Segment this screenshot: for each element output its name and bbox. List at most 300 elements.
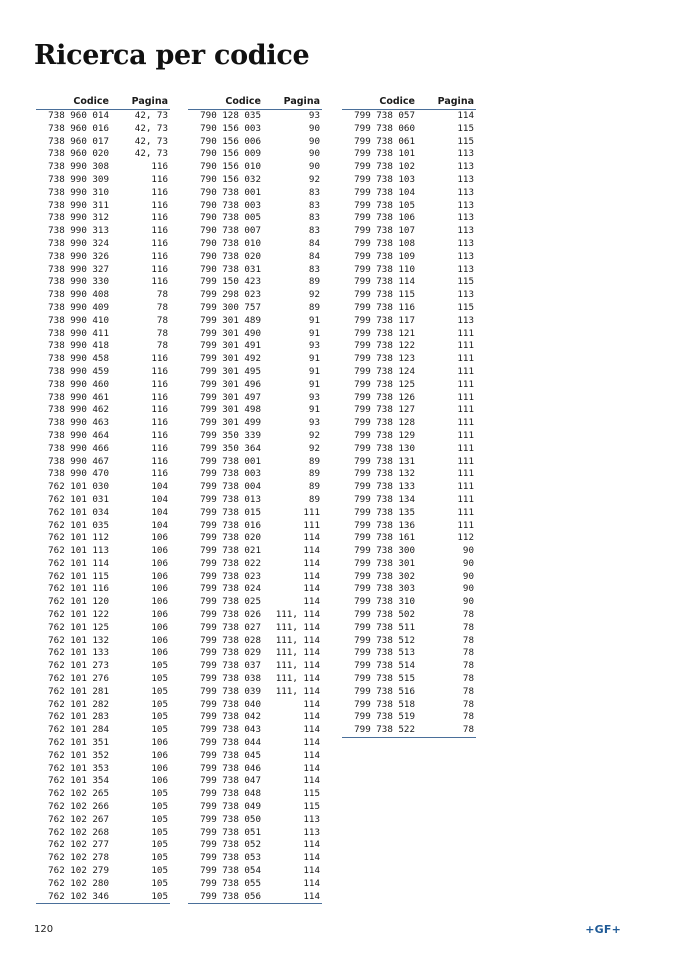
- page-cell: 105: [151, 801, 168, 813]
- code-cell: 799 738 519: [354, 711, 415, 723]
- code-cell: 738 990 330: [48, 276, 109, 288]
- page-cell: 78: [156, 314, 168, 326]
- table-row: [188, 532, 322, 545]
- code-cell: 738 990 418: [48, 340, 109, 352]
- page-cell: 105: [113, 891, 170, 904]
- table-header-row: [188, 94, 322, 110]
- table-row: [36, 891, 170, 904]
- code-cell: 799 738 130: [354, 442, 415, 454]
- code-cell: 799 738 513: [354, 647, 415, 659]
- table-row: [188, 891, 322, 904]
- page-cell: 90: [308, 148, 320, 160]
- table-row: [36, 711, 170, 724]
- page-cell: 116: [151, 404, 168, 416]
- page-cell: 91: [308, 327, 320, 339]
- page-cell: 114: [457, 110, 474, 121]
- code-cell: 762 102 268: [48, 826, 109, 838]
- code-cell: 738 990 466: [48, 442, 109, 454]
- table-row: [188, 788, 322, 801]
- code-cell: 799 738 512: [354, 634, 415, 646]
- table-row: [36, 520, 170, 533]
- index-table-column-2: [188, 94, 322, 904]
- table-row: [188, 571, 322, 584]
- code-cell: 762 101 132: [48, 634, 109, 646]
- table-row: [36, 481, 170, 494]
- code-cell: 790 738 001: [200, 186, 261, 198]
- page-cell: 113: [457, 161, 474, 173]
- page-cell: 92: [308, 442, 320, 454]
- code-cell: 799 350 364: [200, 442, 261, 454]
- page-cell: 114: [303, 839, 320, 851]
- code-cell: 790 156 010: [200, 161, 261, 173]
- code-cell: 762 101 114: [48, 557, 109, 569]
- page-cell: 105: [151, 698, 168, 710]
- page-cell: 114: [265, 891, 322, 904]
- table-row: [342, 251, 476, 264]
- table-row: [188, 635, 322, 648]
- table-row: [188, 456, 322, 469]
- code-cell: 799 738 021: [200, 545, 261, 557]
- page-cell: 42, 73: [134, 110, 168, 121]
- code-cell: 799 738 003: [200, 468, 261, 480]
- code-cell: 762 101 354: [48, 775, 109, 787]
- code-cell: 799 301 490: [200, 327, 261, 339]
- page-cell: 78: [156, 340, 168, 352]
- page-cell: 93: [308, 417, 320, 429]
- page-cell: 89: [308, 481, 320, 493]
- table-row: [36, 660, 170, 673]
- code-cell: 738 990 308: [48, 161, 109, 173]
- code-cell: 738 960 016: [48, 122, 109, 134]
- page-cell: 111: [457, 378, 474, 390]
- table-row: [342, 635, 476, 648]
- code-cell: 799 738 110: [354, 263, 415, 275]
- table-row: [188, 724, 322, 737]
- page-cell: 90: [462, 545, 474, 557]
- table-row: [36, 430, 170, 443]
- page-cell: 111: [457, 327, 474, 339]
- table-row: [36, 200, 170, 213]
- table-row: [342, 494, 476, 507]
- code-cell: 799 738 054: [200, 865, 261, 877]
- table-row: [188, 443, 322, 456]
- page-cell: 114: [303, 570, 320, 582]
- page-cell: 106: [151, 596, 168, 608]
- code-cell: 799 738 126: [354, 391, 415, 403]
- table-row: [342, 110, 476, 123]
- table-row: [342, 200, 476, 213]
- table-header-row: [342, 94, 476, 110]
- page-cell: 115: [303, 801, 320, 813]
- table-row: [342, 264, 476, 277]
- table-row: [188, 251, 322, 264]
- code-cell: 799 738 025: [200, 596, 261, 608]
- table-row: [188, 878, 322, 891]
- code-cell: 762 101 283: [48, 711, 109, 723]
- page-cell: 114: [303, 711, 320, 723]
- page-cell: 78: [462, 698, 474, 710]
- page-cell: 42, 73: [134, 148, 168, 160]
- page-cell: 105: [151, 724, 168, 736]
- table-row: [342, 699, 476, 712]
- page-cell: 116: [151, 237, 168, 249]
- page-cell: 115: [457, 135, 474, 147]
- code-cell: 799 738 027: [200, 621, 261, 633]
- table-row: [342, 417, 476, 430]
- table-row: [188, 596, 322, 609]
- table-row: [342, 571, 476, 584]
- page-cell: 116: [151, 161, 168, 173]
- code-cell: 790 156 009: [200, 148, 261, 160]
- table-row: [188, 302, 322, 315]
- table-row: [36, 865, 170, 878]
- code-cell: 738 990 462: [48, 404, 109, 416]
- page-cell: 114: [303, 749, 320, 761]
- page-cell: 114: [303, 762, 320, 774]
- table-row: [342, 456, 476, 469]
- page-cell: 83: [308, 186, 320, 198]
- table-row: [188, 673, 322, 686]
- table-row: [36, 750, 170, 763]
- code-cell: 762 101 120: [48, 596, 109, 608]
- code-cell: 799 738 104: [354, 186, 415, 198]
- table-row: [36, 763, 170, 776]
- page-cell: 92: [308, 173, 320, 185]
- table-row: [188, 430, 322, 443]
- code-cell: 799 738 024: [200, 583, 261, 595]
- page-cell: 78: [462, 609, 474, 621]
- table-row: [36, 136, 170, 149]
- page-cell: 106: [151, 609, 168, 621]
- page-cell: 111: [457, 455, 474, 467]
- index-table: [188, 94, 322, 904]
- page-cell: 115: [457, 276, 474, 288]
- table-row: [342, 660, 476, 673]
- table-row: [36, 456, 170, 469]
- table-row: [342, 558, 476, 571]
- table-row: [342, 174, 476, 187]
- table-row: [36, 379, 170, 392]
- page-cell: 113: [457, 250, 474, 262]
- table-row: [342, 212, 476, 225]
- table-row: [36, 392, 170, 405]
- page-cell: 113: [457, 148, 474, 160]
- code-cell: 738 990 313: [48, 225, 109, 237]
- code-cell: 738 990 327: [48, 263, 109, 275]
- table-row: [188, 839, 322, 852]
- page-cell: 106: [151, 570, 168, 582]
- code-cell: 799 738 037: [200, 660, 261, 672]
- code-cell: 799 301 491: [200, 340, 261, 352]
- table-row: [188, 647, 322, 660]
- code-cell: 799 301 497: [200, 391, 261, 403]
- page-cell: 111: [457, 506, 474, 518]
- code-cell: 799 738 047: [200, 775, 261, 787]
- page-cell: 113: [303, 826, 320, 838]
- table-row: [36, 801, 170, 814]
- page-cell: 114: [303, 532, 320, 544]
- code-cell: 762 101 281: [48, 685, 109, 697]
- code-cell: 799 350 339: [200, 429, 261, 441]
- code-cell: 799 738 028: [200, 634, 261, 646]
- page-cell: 89: [308, 276, 320, 288]
- code-cell: 799 738 056: [188, 891, 265, 904]
- code-cell: 799 738 515: [354, 673, 415, 685]
- table-row: [342, 187, 476, 200]
- code-cell: 799 738 161: [354, 532, 415, 544]
- page-cell: 93: [308, 110, 320, 121]
- page-cell: 42, 73: [134, 135, 168, 147]
- table-row: [188, 852, 322, 865]
- header-page: Pagina: [113, 94, 170, 110]
- code-cell: 738 960 017: [48, 135, 109, 147]
- table-row: [36, 622, 170, 635]
- table-row: [36, 878, 170, 891]
- page-title: Ricerca per codice: [34, 40, 310, 71]
- code-cell: 799 738 060: [354, 122, 415, 134]
- table-row: [188, 417, 322, 430]
- table-row: [188, 545, 322, 558]
- table-row: [342, 340, 476, 353]
- table-row: [188, 328, 322, 341]
- table-row: [36, 123, 170, 136]
- page-cell: 104: [151, 519, 168, 531]
- table-row: [342, 622, 476, 635]
- code-cell: 799 738 055: [200, 877, 261, 889]
- code-cell: 799 738 039: [200, 685, 261, 697]
- page-cell: 105: [151, 660, 168, 672]
- page-cell: 89: [308, 301, 320, 313]
- code-cell: 799 738 050: [200, 813, 261, 825]
- page-cell: 111: [303, 519, 320, 531]
- table-row: [342, 520, 476, 533]
- page-cell: 90: [462, 557, 474, 569]
- page-cell: 111: [457, 340, 474, 352]
- code-cell: 799 738 105: [354, 199, 415, 211]
- table-row: [36, 417, 170, 430]
- code-cell: 790 156 032: [200, 173, 261, 185]
- page-cell: 92: [308, 429, 320, 441]
- code-cell: 799 738 302: [354, 570, 415, 582]
- page-cell: 111: [457, 417, 474, 429]
- table-row: [36, 788, 170, 801]
- table-row: [188, 507, 322, 520]
- page-cell: 84: [308, 250, 320, 262]
- table-row: [342, 647, 476, 660]
- page-cell: 114: [303, 724, 320, 736]
- code-cell: 799 738 013: [200, 493, 261, 505]
- page-cell: 91: [308, 404, 320, 416]
- code-cell: 738 990 410: [48, 314, 109, 326]
- table-row: [188, 737, 322, 750]
- code-cell: 799 738 015: [200, 506, 261, 518]
- table-row: [36, 494, 170, 507]
- table-row: [188, 161, 322, 174]
- table-row: [342, 302, 476, 315]
- table-row: [36, 238, 170, 251]
- page-cell: 112: [457, 532, 474, 544]
- index-table: [342, 94, 476, 738]
- code-cell: 799 738 109: [354, 250, 415, 262]
- code-cell: 799 738 049: [200, 801, 261, 813]
- page-cell: 90: [462, 583, 474, 595]
- table-row: [188, 123, 322, 136]
- table-row: [36, 571, 170, 584]
- code-cell: 762 101 031: [48, 493, 109, 505]
- code-cell: 799 738 042: [200, 711, 261, 723]
- table-row: [36, 686, 170, 699]
- table-row: [342, 724, 476, 737]
- table-row: [188, 622, 322, 635]
- page-cell: 91: [308, 314, 320, 326]
- page-cell: 111: [457, 391, 474, 403]
- page-cell: 111: [457, 365, 474, 377]
- code-cell: 762 101 282: [48, 698, 109, 710]
- page-cell: 116: [151, 186, 168, 198]
- page-cell: 104: [151, 506, 168, 518]
- page-cell: 78: [462, 647, 474, 659]
- code-cell: 738 990 470: [48, 468, 109, 480]
- table-row: [36, 225, 170, 238]
- page-cell: 116: [151, 212, 168, 224]
- code-cell: 799 738 136: [354, 519, 415, 531]
- table-row: [36, 775, 170, 788]
- table-row: [188, 583, 322, 596]
- code-cell: 799 738 502: [354, 609, 415, 621]
- table-row: [36, 328, 170, 341]
- code-cell: 799 738 514: [354, 660, 415, 672]
- page-cell: 89: [308, 455, 320, 467]
- page-cell: 115: [457, 301, 474, 313]
- code-cell: 762 102 277: [48, 839, 109, 851]
- code-cell: 799 298 023: [200, 289, 261, 301]
- code-cell: 762 101 125: [48, 621, 109, 633]
- table-row: [342, 481, 476, 494]
- page-cell: 105: [151, 813, 168, 825]
- page-cell: 106: [151, 583, 168, 595]
- table-row: [36, 289, 170, 302]
- table-row: [342, 673, 476, 686]
- table-row: [36, 212, 170, 225]
- code-cell: 799 738 117: [354, 314, 415, 326]
- table-row: [188, 520, 322, 533]
- code-cell: 799 301 492: [200, 353, 261, 365]
- code-cell: 799 300 757: [200, 301, 261, 313]
- table-row: [36, 315, 170, 328]
- page-cell: 92: [308, 289, 320, 301]
- code-cell: 799 738 114: [354, 276, 415, 288]
- header-code: Codice: [342, 94, 419, 110]
- table-row: [36, 366, 170, 379]
- code-cell: 738 990 467: [48, 455, 109, 467]
- gf-logo: +GF+: [585, 923, 621, 936]
- page-cell: 116: [151, 353, 168, 365]
- page-cell: 105: [151, 865, 168, 877]
- code-cell: 790 738 003: [200, 199, 261, 211]
- page-number: 120: [34, 924, 54, 935]
- page-cell: 116: [151, 173, 168, 185]
- code-cell: 790 738 020: [200, 250, 261, 262]
- code-cell: 799 738 300: [354, 545, 415, 557]
- table-row: [342, 136, 476, 149]
- code-cell: 790 738 010: [200, 237, 261, 249]
- code-cell: 799 738 522: [342, 724, 419, 737]
- page-cell: 114: [303, 852, 320, 864]
- page-cell: 105: [151, 852, 168, 864]
- table-row: [188, 136, 322, 149]
- header-page: Pagina: [265, 94, 322, 110]
- code-cell: 799 738 115: [354, 289, 415, 301]
- code-cell: 738 990 461: [48, 391, 109, 403]
- table-row: [342, 353, 476, 366]
- code-cell: 790 156 006: [200, 135, 261, 147]
- code-cell: 799 738 020: [200, 532, 261, 544]
- table-row: [188, 404, 322, 417]
- code-cell: 738 990 460: [48, 378, 109, 390]
- index-table-column-1: [36, 94, 170, 904]
- code-cell: 799 738 129: [354, 429, 415, 441]
- page-cell: 113: [457, 173, 474, 185]
- page-cell: 113: [457, 199, 474, 211]
- table-row: [36, 839, 170, 852]
- page-cell: 106: [151, 545, 168, 557]
- table-row: [188, 225, 322, 238]
- table-row: [36, 264, 170, 277]
- code-cell: 799 738 303: [354, 583, 415, 595]
- page-cell: 116: [151, 417, 168, 429]
- code-cell: 799 738 121: [354, 327, 415, 339]
- table-row: [36, 814, 170, 827]
- code-cell: 738 990 459: [48, 365, 109, 377]
- code-cell: 762 101 284: [48, 724, 109, 736]
- table-row: [188, 379, 322, 392]
- table-row: [188, 699, 322, 712]
- page-cell: 105: [151, 673, 168, 685]
- table-row: [188, 865, 322, 878]
- table-row: [188, 494, 322, 507]
- table-row: [342, 289, 476, 302]
- page-cell: 105: [151, 788, 168, 800]
- code-cell: 762 101 116: [48, 583, 109, 595]
- code-cell: 762 102 346: [36, 891, 113, 904]
- page-cell: 78: [462, 711, 474, 723]
- page-cell: 114: [303, 865, 320, 877]
- table-row: [342, 392, 476, 405]
- page-cell: 111: [457, 404, 474, 416]
- page-cell: 105: [151, 711, 168, 723]
- table-row: [188, 775, 322, 788]
- table-row: [188, 814, 322, 827]
- table-row: [342, 315, 476, 328]
- code-cell: 762 101 133: [48, 647, 109, 659]
- table-row: [342, 148, 476, 161]
- code-cell: 799 738 124: [354, 365, 415, 377]
- code-cell: 790 738 005: [200, 212, 261, 224]
- page-cell: 78: [156, 289, 168, 301]
- code-cell: 799 738 116: [354, 301, 415, 313]
- table-row: [342, 328, 476, 341]
- table-row: [342, 276, 476, 289]
- page-cell: 104: [151, 493, 168, 505]
- page-cell: 113: [457, 314, 474, 326]
- table-row: [188, 686, 322, 699]
- page-cell: 91: [308, 353, 320, 365]
- page-cell: 78: [419, 724, 476, 737]
- page-cell: 116: [151, 199, 168, 211]
- table-row: [36, 673, 170, 686]
- code-cell: 799 738 053: [200, 852, 261, 864]
- table-row: [188, 340, 322, 353]
